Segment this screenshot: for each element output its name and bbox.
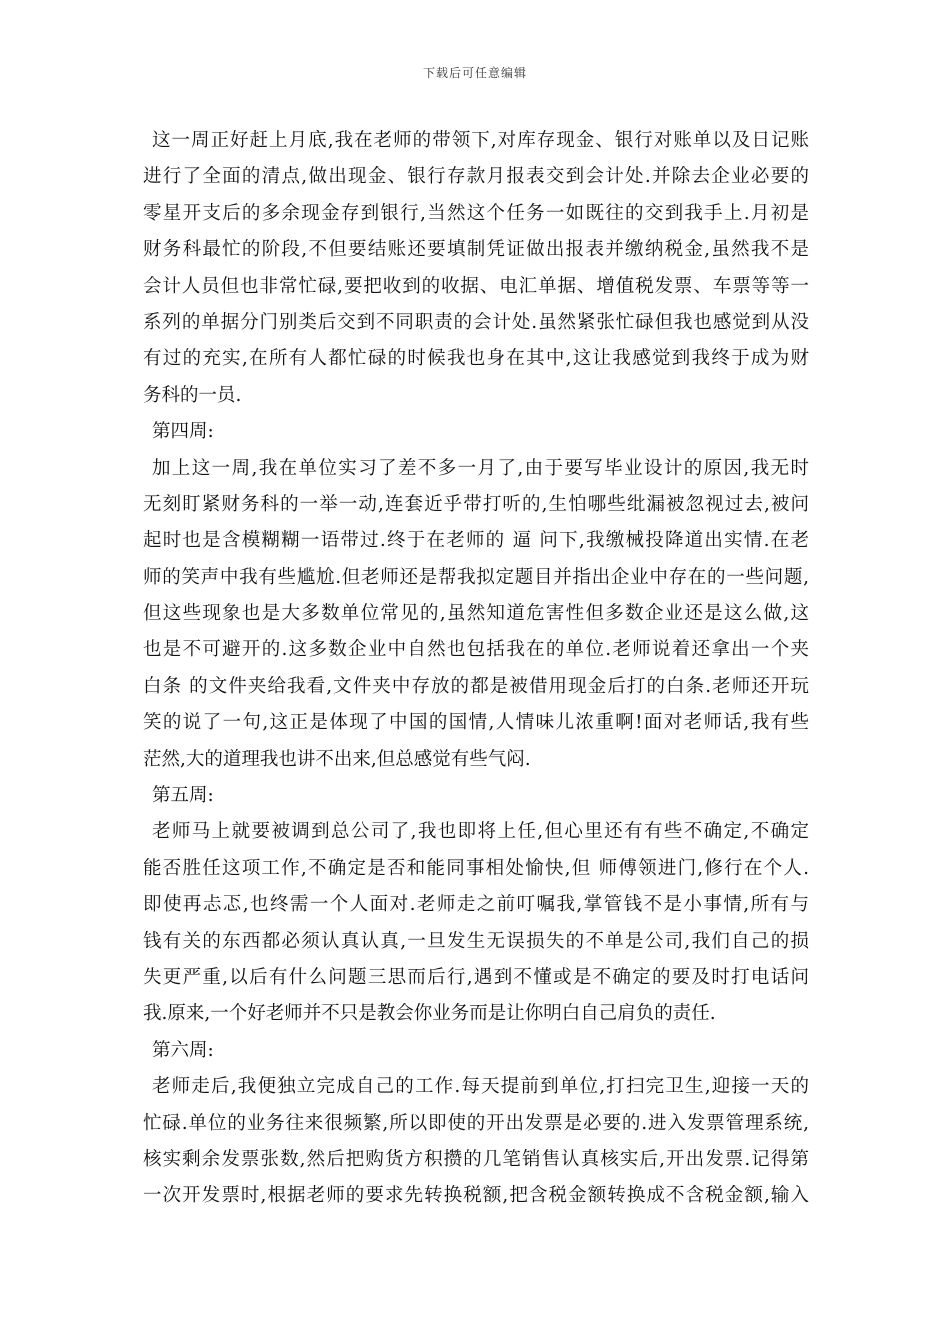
text-line: 务科的一员. xyxy=(143,384,242,406)
text-line: 第六周: xyxy=(152,1039,214,1061)
text-line: 核实剩余发票张数,然后把购货方积攒的几笔销售认真核实后,开出发票.记得第 xyxy=(143,1148,809,1170)
page-header: 下载后可任意编辑 xyxy=(422,66,527,80)
text-line: 老师马上就要被调到总公司了,我也即将上任,但心里还有有些不确定,不确定 xyxy=(152,821,809,843)
text-line: 财务科最忙的阶段,不但要结账还要填制凭证做出报表并缴纳税金,虽然我不是 xyxy=(143,239,809,261)
text-line: 白条 的文件夹给我看,文件夹中存放的都是被借用现金后打的白条.老师还开玩 xyxy=(143,675,809,697)
text-line: 茫然,大的道理我也讲不出来,但总感觉有些气闷. xyxy=(143,748,531,770)
text-line: 我.原来,一个好老师并不只是教会你业务而是让你明白自己肩负的责任. xyxy=(143,1003,716,1025)
text-line: 会计人员但也非常忙碌,要把收到的收据、电汇单据、增值税发票、车票等等一 xyxy=(143,275,809,297)
text-line: 加上这一周,我在单位实习了差不多一月了,由于要写毕业设计的原因,我无时 xyxy=(152,457,809,479)
text-line: 笑的说了一句,这正是体现了中国的国情,人情味儿浓重啊!面对老师话,我有些 xyxy=(143,712,809,734)
text-line: 起时也是含模糊糊一语带过.终于在老师的 逼 问下,我缴械投降道出实情.在老 xyxy=(143,530,809,552)
text-line: 第四周: xyxy=(152,421,214,443)
text-line: 有过的充实,在所有人都忙碌的时候我也身在其中,这让我感觉到我终于成为财 xyxy=(143,348,809,370)
text-line: 系列的单据分门别类后交到不同职责的会计处.虽然紧张忙碌但我也感觉到从没 xyxy=(143,311,809,333)
text-line: 也是不可避开的.这多数企业中自然也包括我在的单位.老师说着还拿出一个夹 xyxy=(143,639,809,661)
text-line: 失更严重,以后有什么问题三思而后行,遇到不懂或是不确定的要及时打电话问 xyxy=(143,966,809,988)
text-line: 师的笑声中我有些尴尬.但老师还是帮我拟定题目并指出企业中存在的一些问题, xyxy=(143,566,809,588)
text-line: 老师走后,我便独立完成自己的工作.每天提前到单位,打扫完卫生,迎接一天的 xyxy=(152,1076,809,1098)
text-line: 零星开支后的多余现金存到银行,当然这个任务一如既往的交到我手上.月初是 xyxy=(143,202,809,224)
text-line: 一次开发票时,根据老师的要求先转换税额,把含税金额转换成不含税金额,输入 xyxy=(143,1185,809,1207)
text-line: 第五周: xyxy=(152,785,214,807)
text-line: 进行了全面的清点,做出现金、银行存款月报表交到会计处.并除去企业必要的 xyxy=(143,166,809,188)
document-body xyxy=(143,123,809,1215)
text-line: 即使再忐忑,也终需一个人面对.老师走之前叮嘱我,掌管钱不是小事情,所有与 xyxy=(143,894,809,916)
text-line: 能否胜任这项工作,不确定是否和能同事相处愉快,但 师傅领进门,修行在个人. xyxy=(143,857,809,879)
text-line: 这一周正好赶上月底,我在老师的带领下,对库存现金、银行对账单以及日记账 xyxy=(152,130,809,151)
text-line: 忙碌.单位的业务往来很频繁,所以即使的开出发票是必要的.进入发票管理系统, xyxy=(143,1112,809,1134)
text-line: 但这些现象也是大多数单位常见的,虽然知道危害性但多数企业还是这么做,这 xyxy=(143,603,809,625)
text-line: 钱有关的东西都必须认真认真,一旦发生无误损失的不单是公司,我们自己的损 xyxy=(143,930,809,952)
text-line: 无刻盯紧财务科的一举一动,连套近乎带打听的,生怕哪些纰漏被忽视过去,被问 xyxy=(143,493,809,515)
